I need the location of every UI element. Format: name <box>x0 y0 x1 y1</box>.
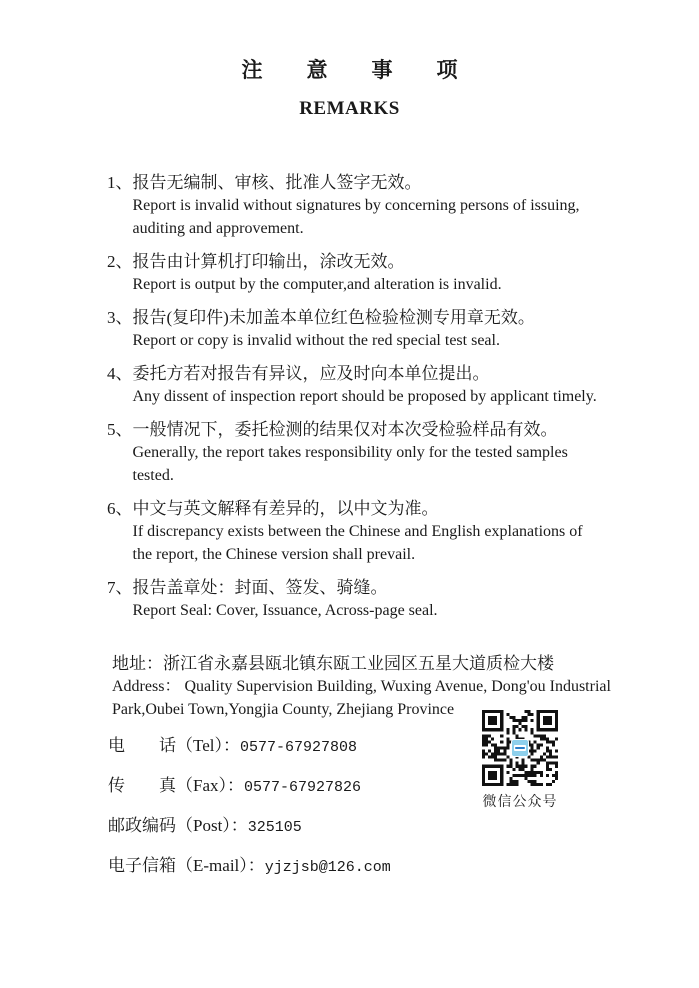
remark-text-english: Report is output by the computer,and alteration is invalid. <box>132 276 502 293</box>
email-value: yjzjsb@126.com <box>264 859 391 876</box>
email-label: 电子信箱（E-mail）： <box>108 856 265 875</box>
contact-row-tel <box>108 735 699 759</box>
remark-number: 2、 <box>107 252 133 271</box>
remark-text-chinese: 报告(复印件)未加盖本单位红色检验检测专用章无效。 <box>132 308 535 327</box>
fax-value: 0577-67927826 <box>244 779 362 796</box>
remark-item-1 <box>107 171 599 240</box>
wechat-qr-image <box>482 710 558 786</box>
remark-number: 5、 <box>107 420 133 439</box>
wechat-qr-caption: 微信公众号 <box>482 795 558 810</box>
remarks-list <box>107 171 599 622</box>
remark-item-3 <box>107 306 599 352</box>
contact-row-post <box>108 815 699 839</box>
remark-item-5 <box>107 418 599 487</box>
remark-item-6 <box>107 497 599 566</box>
address-block <box>112 652 652 721</box>
remark-text <box>133 497 600 566</box>
remark-text-chinese: 报告无编制、审核、批准人签字无效。 <box>132 173 422 192</box>
contact-row-fax <box>108 775 699 799</box>
remark-number: 4、 <box>107 364 133 383</box>
remark-text <box>133 362 600 408</box>
remark-text-english: Report is invalid without signatures by concerning persons of issuing, auditing and approvement. <box>132 197 580 237</box>
remark-text-english: Report or copy is invalid without the red special test seal. <box>132 332 500 349</box>
fax-label: 传 真（Fax）： <box>108 776 244 795</box>
remark-text <box>133 171 600 240</box>
remark-text-chinese: 报告由计算机打印输出，涂改无效。 <box>132 252 405 271</box>
post-value: 325105 <box>247 819 302 836</box>
remark-text <box>133 306 600 352</box>
contact-row-email <box>108 855 699 879</box>
wechat-qr-block <box>482 710 558 811</box>
page-title-english: REMARKS <box>299 98 400 119</box>
contact-block <box>108 735 699 879</box>
remark-number: 6、 <box>107 499 133 518</box>
remark-text-chinese: 一般情况下，委托检测的结果仅对本次受检验样品有效。 <box>132 420 558 439</box>
remark-item-7 <box>107 576 599 622</box>
address-english: Address： Quality Supervision Building, Wuxing Avenue, Dong'ou Industrial Park,Oubei Town,Yongjia County, Zhejiang Province <box>112 678 611 718</box>
remark-text-chinese: 报告盖章处：封面、签发、骑缝。 <box>132 578 388 597</box>
remark-text-english: Generally, the report takes responsibility only for the tested samples tested. <box>132 444 568 484</box>
remark-number: 1、 <box>107 173 133 192</box>
remark-text-english: Any dissent of inspection report should be proposed by applicant timely. <box>132 388 597 405</box>
tel-label: 电 话（Tel）： <box>108 736 240 755</box>
qr-center-logo <box>511 739 529 757</box>
remark-text <box>133 576 600 622</box>
remark-text-chinese: 中文与英文解释有差异的，以中文为准。 <box>132 499 439 518</box>
address-chinese: 地址：浙江省永嘉县瓯北镇东瓯工业园区五星大道质检大楼 <box>112 654 554 673</box>
remark-text-chinese: 委托方若对报告有异议，应及时向本单位提出。 <box>132 364 490 383</box>
remark-item-4 <box>107 362 599 408</box>
remark-text-english: Report Seal: Cover, Issuance, Across-page seal. <box>132 602 438 619</box>
remark-number: 7、 <box>107 578 133 597</box>
page-title-chinese: 注意事项 <box>241 58 502 82</box>
remark-number: 3、 <box>107 308 133 327</box>
remark-item-2 <box>107 250 599 296</box>
tel-value: 0577-67927808 <box>239 739 357 756</box>
remark-text <box>133 418 600 487</box>
remark-text-english: If discrepancy exists between the Chinese and English explanations of the report, the Chinese version shall prevail. <box>132 523 583 563</box>
post-label: 邮政编码（Post）： <box>108 816 248 835</box>
remark-text <box>133 250 600 296</box>
